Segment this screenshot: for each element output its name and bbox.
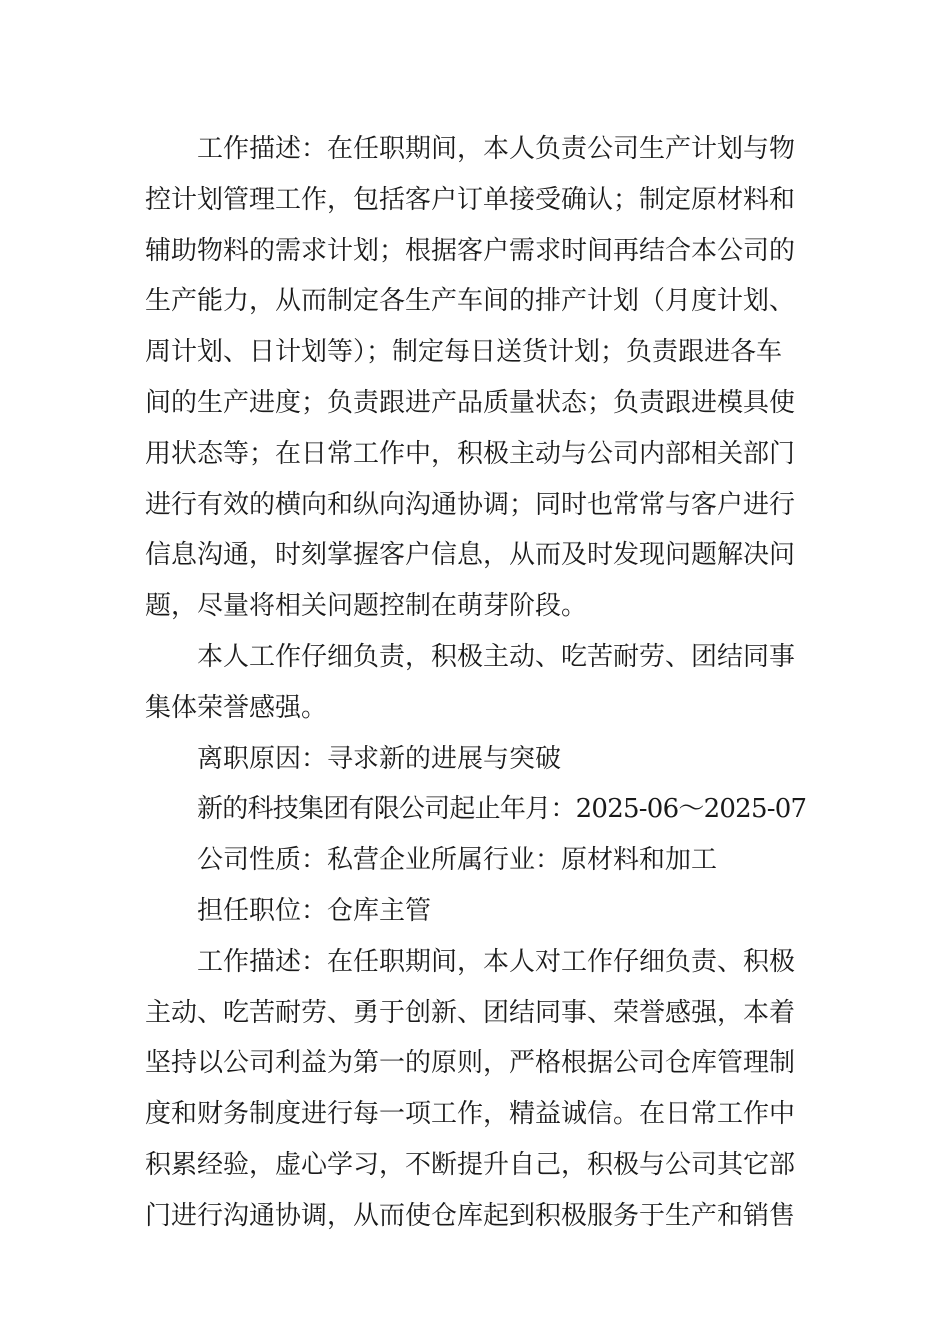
text-line: 积累经验，虚心学习，不断提升自己，积极与公司其它部 [145, 1149, 796, 1180]
text-line: 离职原因：寻求新的进展与突破 [197, 743, 562, 774]
text-line: 担任职位：仓库主管 [197, 895, 432, 926]
text-line: 主动、吃苦耐劳、勇于创新、团结同事、荣誉感强，本着 [145, 997, 796, 1028]
text-line: 周计划、日计划等）；制定每日送货计划；负责跟进各车 [145, 337, 783, 368]
text-line: 用状态等；在日常工作中，积极主动与公司内部相关部门 [145, 438, 796, 469]
text-line: 坚持以公司利益为第一的原则，严格根据公司仓库管理制 [145, 1048, 796, 1079]
text-line: 生产能力，从而制定各生产车间的排产计划（月度计划、 [145, 286, 796, 317]
text-line: 新的科技集团有限公司起止年月：2025-06～2025-07 [197, 794, 807, 825]
text-line: 信息沟通，时刻掌握客户信息，从而及时发现问题解决问 [145, 540, 796, 571]
text-line: 公司性质：私营企业所属行业：原材料和加工 [197, 845, 718, 876]
text-line: 度和财务制度进行每一项工作，精益诚信。在日常工作中 [145, 1099, 796, 1130]
text-line: 辅助物料的需求计划；根据客户需求时间再结合本公司的 [145, 235, 796, 266]
document-page [145, 124, 807, 1242]
document-body [145, 124, 807, 1242]
text-line: 工作描述：在任职期间，本人对工作仔细负责、积极 [197, 946, 796, 977]
text-line: 间的生产进度；负责跟进产品质量状态；负责跟进模具使 [145, 387, 796, 418]
text-line: 进行有效的横向和纵向沟通协调；同时也常常与客户进行 [145, 489, 796, 520]
text-line: 本人工作仔细负责，积极主动、吃苦耐劳、团结同事 [197, 641, 796, 672]
text-line: 工作描述：在任职期间，本人负责公司生产计划与物 [197, 134, 796, 164]
text-line: 门进行沟通协调，从而使仓库起到积极服务于生产和销售 [145, 1200, 796, 1231]
text-line: 控计划管理工作，包括客户订单接受确认；制定原材料和 [145, 184, 796, 215]
text-line: 集体荣誉感强。 [145, 692, 328, 723]
text-line: 题，尽量将相关问题控制在萌芽阶段。 [145, 591, 588, 622]
